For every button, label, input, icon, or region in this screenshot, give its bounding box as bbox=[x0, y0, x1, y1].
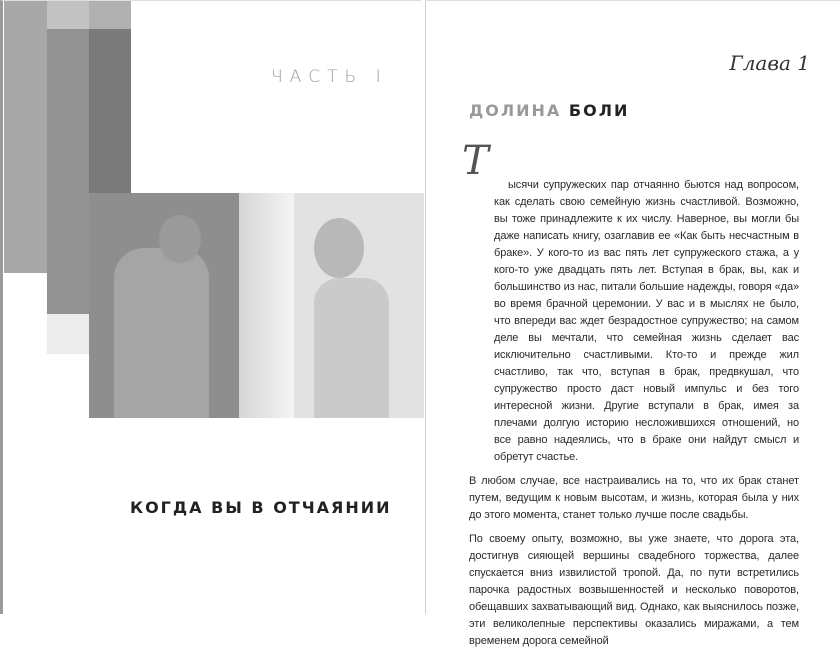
decor-block bbox=[4, 1, 47, 273]
part-label: ЧАСТЬ I bbox=[271, 67, 388, 87]
decor-block bbox=[47, 314, 89, 354]
section-subtitle: КОГДА ВЫ В ОТЧАЯНИИ bbox=[130, 498, 392, 517]
drop-cap: Т bbox=[462, 138, 489, 184]
decor-block bbox=[89, 1, 131, 29]
paragraph: ысячи супружеских пар отчаянно бьются над вопросом, как сделать свою семейную жизнь счастливой. Возможно, вы тоже принадлежите к их числу. Наверное, вы могли бы даже написать книгу, озаглавив ее «Как быть несчастным в браке». У кого-то из вас пять лет супружеского стажа, а у кого-то уже двадцать пять лет. Вступая в брак, вы, как и большинство из нас, питали большие надежды, говоря «да» во время брачной церемонии. У вас и в мыслях не было, что впереди вас ждет безрадостное супружество; на самом деле вы мечтали, что семейная жизнь сделает вас исключительно счастливыми. Кто-то и прежде жил счастливо, так что, вступая в брак, предвкушал, что супружество просто даст новый импульс и без того интересной жизни. Другие вступали в брак, имея за плечами долгую историю несложившихся отношений, но все равно надеялись, что в браке они найдут смысл и обретут счастье. bbox=[494, 179, 799, 463]
right-page bbox=[425, 0, 840, 647]
body-text bbox=[469, 177, 799, 650]
decor-block bbox=[89, 29, 131, 193]
couple-photo bbox=[89, 193, 424, 418]
decor-block bbox=[47, 1, 89, 29]
chapter-title bbox=[469, 101, 629, 120]
chapter-label: Глава 1 bbox=[729, 51, 810, 75]
paragraph: В любом случае, все настраивались на то, что их брак станет путем, ведущим к новым высотам, и жизнь, которая была у них до этого момента, станет только лучше после свадьбы. bbox=[469, 475, 799, 521]
decor-block bbox=[47, 29, 89, 314]
title-dark: БОЛИ bbox=[568, 101, 630, 120]
paragraph: По своему опыту, возможно, вы уже знаете, что дорога эта, достигнув сияющей вершины свадебного торжества, далее спускается вниз извилистой тропой. Да, по пути встретились парочка радостных возвышенностей и несколько поворотов, обещавших захватывающий вид. Однако, как выяснилось позже, эти великолепные перспективы оказались миражами, а тем временем дорога семейной bbox=[469, 533, 799, 647]
left-page bbox=[0, 0, 421, 614]
title-light: ДОЛИНА bbox=[469, 101, 562, 120]
